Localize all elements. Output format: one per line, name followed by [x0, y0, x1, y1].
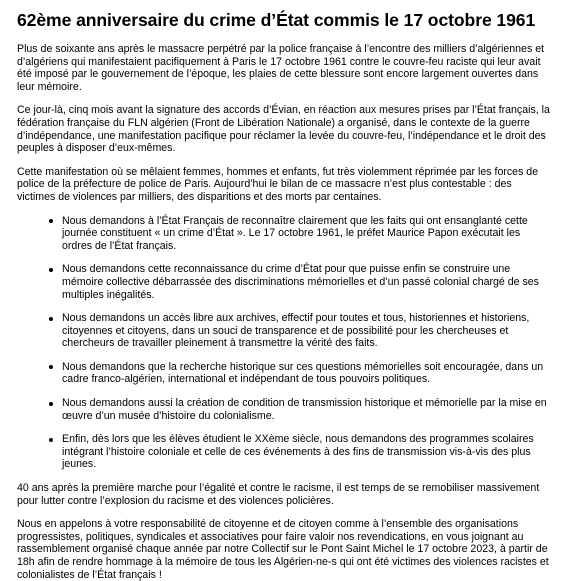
demand-text: Nous demandons un accès libre aux archives, effectif pour toutes et tous, historiennes et historiens, citoyennes et citoyens, dans un souci de transparence et de possibilité pour les chercheuses et chercheurs de travailler pleinement à transmettre la vérité des faits. — [62, 312, 530, 350]
demand-item — [62, 433, 552, 471]
intro-paragraph-2: Ce jour-là, cinq mois avant la signature des accords d’Évian, en réaction aux mesures prises par l’État français, la fédération française du FLN algérien (Front de Libération Nationale) a organisé, dans le contexte de la guerre d’indépendance, une manifestation pacifique pour réclamer la levée du couvre-feu, l’indépendance et le droit des peuples à disposer d’eux-mêmes. — [17, 104, 550, 155]
demand-text: Enfin, dès lors que les élèves étudient le XXème siècle, nous demandons des programmes scolaires intégrant l’histoire coloniale et celle de ces événements à des fins de transmission vis-à-vis des plus jeunes. — [62, 433, 534, 471]
page-title: 62ème anniversaire du crime d’État commis le 17 octobre 1961 — [17, 10, 536, 30]
intro-paragraph-1: Plus de soixante ans après le massacre perpétré par la police française à l’encontre des milliers d’algériennes et d’algériens qui manifestaient pacifiquement à Paris le 17 octobre 1961 contre le couvre-feu raciste qui leur avait été imposé par le gouvernement de l’époque, les plaies de cette blessure sont encore largement ouvertes dans leur mémoire. — [17, 43, 545, 93]
closing-paragraph-1: 40 ans après la première marche pour l’égalité et contre le racisme, il est temps de se remobiliser massivement pour lutter contre l’explosion du racisme et des violences policières. — [17, 482, 540, 507]
bullet-icon — [49, 317, 53, 321]
intro-paragraph-3: Cette manifestation où se mêlaient femmes, hommes et enfants, fut très violemment réprimée par les forces de police de la préfecture de police de Paris. Aujourd’hui le bilan de ce massacre n’est plus contestable : des victimes de violences par milliers, des disparitions et des morts par centaines. — [17, 165, 539, 203]
demand-text: Nous demandons aussi la création de condition de transmission historique et mémorielle par la mise en œuvre d’un musée d’histoire du colonialisme. — [62, 397, 547, 422]
bullet-icon — [49, 219, 53, 223]
bullet-icon — [49, 365, 53, 369]
demand-item — [62, 312, 552, 350]
bullet-icon — [49, 402, 53, 406]
closing-paragraph-2: Nous en appelons à votre responsabilité de citoyenne et de citoyen comme à l’ensemble des organisations progressistes, politiques, syndicales et associatives pour faire valoir nos revendications, en vous joignant au rassemblement organisé chaque année par notre Collectif sur le Pont Saint Michel le 17 octobre 2023, à partir de 18h afin de rendre hommage à la mémoire de tous les Algérien-ne-s qui ont été victimes des violences racistes et colonialistes de l’État français ! — [17, 518, 549, 581]
bullet-icon — [49, 268, 53, 272]
demand-text: Nous demandons cette reconnaissance du crime d’État pour que puisse enfin se construire une mémoire collective débarrassée des discriminations mémorielles et d’un passé colonial chargé de ses multiples inégalités. — [62, 263, 539, 301]
bullet-icon — [49, 438, 53, 442]
demand-item — [62, 361, 552, 386]
demand-item — [62, 397, 552, 422]
demand-item — [62, 215, 552, 253]
demand-item — [62, 263, 552, 301]
demand-text: Nous demandons que la recherche historique sur ces questions mémorielles soit encouragée, dans un cadre franco-algérien, international et indépendant de tous pouvoirs politiques. — [62, 360, 544, 386]
demands-list — [17, 215, 552, 472]
demand-text: Nous demandons à l’État Français de reconnaître clairement que les faits qui ont ensanglanté cette journée constituent « un crime d’État ». Le 17 octobre 1961, le préfet Maurice Papon exécutait les ordres de l’État français. — [62, 214, 528, 252]
